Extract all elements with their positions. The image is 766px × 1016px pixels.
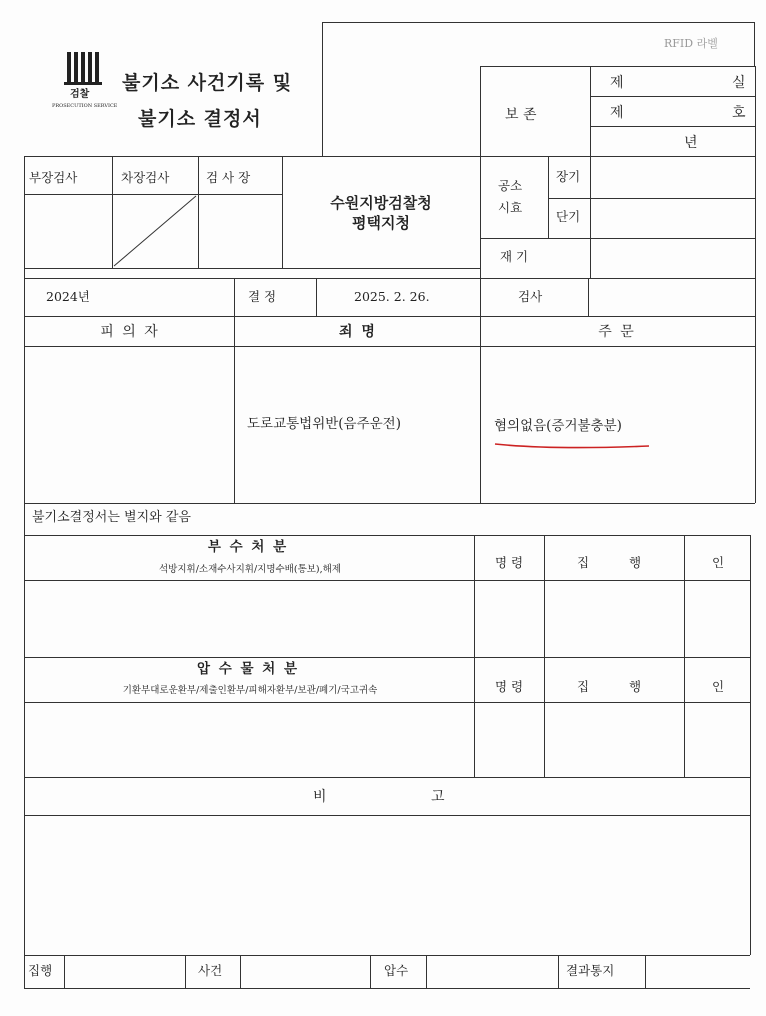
preserve-row2-prefix: 제 [610, 105, 624, 121]
line-988 [24, 988, 750, 989]
office-line1: 수원지방검찰청 [330, 194, 432, 212]
footer-div6 [558, 955, 559, 988]
document-title-line1: 불기소 사건기록 및 [122, 72, 293, 94]
suspect-header: 피 의 자 [100, 324, 160, 340]
logo-text: 검찰 [70, 89, 90, 100]
approval-div3 [282, 156, 283, 268]
line-268 [24, 268, 480, 269]
charge-header: 죄 명 [339, 324, 377, 340]
deputy-chief-label: 부장검사 [29, 170, 78, 185]
decision-div4 [588, 278, 589, 316]
prescription-long: 장기 [556, 169, 581, 184]
rfid-box-top [322, 22, 754, 23]
disposition-subtitle: 석방지휘/소재수사지휘/지명수배(통보),해제 [158, 564, 342, 575]
vice-chief-slash [112, 194, 198, 268]
order-value: 혐의없음(증거불충분) [494, 418, 622, 434]
right-border-lower [750, 535, 751, 955]
right-border-upper [755, 66, 756, 503]
line-278 [24, 278, 755, 279]
line-955 [24, 955, 750, 956]
seized-subtitle: 기환부대로운환부/제출인환부/피해자환부/보관/폐기/국고귀속 [122, 685, 378, 696]
line-702 [24, 702, 750, 703]
decision-div3 [480, 278, 481, 503]
preserve-row2-suffix: 호 [732, 105, 746, 121]
note-same: 불기소결정서는 별지와 같음 [32, 510, 191, 525]
disposition-order-label: 명 령 [494, 555, 524, 570]
prescription-mid [548, 198, 755, 199]
prosecutor-label: 검사 [518, 289, 543, 304]
preserve-label: 보 존 [505, 107, 537, 123]
line-156 [24, 156, 755, 157]
line-580 [24, 580, 750, 581]
preserve-divider [590, 66, 591, 156]
preserve-row1-prefix: 제 [610, 75, 624, 91]
preserve-row3-suffix: 년 [684, 135, 698, 151]
order-header: 주 문 [598, 324, 636, 340]
line-316 [24, 316, 755, 317]
line-657 [24, 657, 750, 658]
footer-execution: 집행 [28, 963, 53, 978]
preserve-row1-suffix: 실 [732, 75, 746, 91]
logo-subtext: PROSECUTION SERVICE [52, 103, 118, 109]
left-border [24, 156, 25, 988]
footer-result-notice: 결과통지 [566, 963, 615, 978]
disposition-div2 [544, 535, 545, 777]
seized-person-label: 인 [712, 679, 725, 694]
disposition-exec-label: 집 행 [577, 555, 642, 570]
seized-exec-label: 집 행 [577, 679, 642, 694]
disposition-person-label: 인 [712, 555, 725, 570]
prescription-bottom [480, 238, 755, 239]
line-777 [24, 777, 750, 778]
prescription-label-1: 공소 [498, 178, 523, 193]
line-535 [24, 535, 750, 536]
approval-div2 [198, 156, 199, 268]
column-div1 [234, 316, 235, 503]
rfid-label: RFID 라벨 [664, 37, 718, 50]
decision-date: 2025. 2. 26. [354, 289, 430, 304]
line-503 [24, 503, 755, 504]
decision-div2 [316, 278, 317, 316]
footer-div3 [240, 955, 241, 988]
year-label: 2024년 [46, 289, 90, 304]
prescription-label-2: 시효 [498, 200, 523, 215]
preserve-row1 [590, 96, 755, 97]
prescription-short: 단기 [556, 209, 581, 224]
footer-case: 사건 [198, 963, 223, 978]
remarks-label: 비 고 [313, 789, 445, 805]
chief-label: 검 사 장 [206, 170, 251, 185]
disposition-div3 [684, 535, 685, 777]
seized-title: 압 수 물 처 분 [196, 661, 300, 677]
footer-div1 [64, 955, 65, 988]
disposition-title: 부 수 처 분 [207, 539, 289, 555]
footer-div5 [426, 955, 427, 988]
rfid-box-right [754, 22, 755, 66]
prescription-div1 [548, 156, 549, 238]
decision-div1 [234, 278, 235, 316]
charge-value: 도로교통법위반(음주운전) [247, 416, 401, 432]
office-line2: 평택지청 [352, 214, 410, 232]
order-handwritten-underline [493, 441, 651, 451]
prescription-div2 [590, 156, 591, 278]
footer-div7 [645, 955, 646, 988]
document-title-line2: 불기소 결정서 [138, 108, 262, 130]
vice-chief-label: 차장검사 [121, 170, 170, 185]
decision-label: 결 정 [248, 289, 277, 304]
right-block-left [480, 66, 481, 278]
preserve-top [480, 66, 756, 67]
footer-seizure: 압수 [384, 963, 409, 978]
rfid-box-left [322, 22, 323, 156]
disposition-div1 [474, 535, 475, 777]
line-346 [24, 346, 755, 347]
footer-div4 [370, 955, 371, 988]
restart-label: 재 기 [500, 249, 529, 264]
footer-div2 [185, 955, 186, 988]
preserve-row2 [590, 126, 755, 127]
seized-order-label: 명 령 [494, 679, 524, 694]
line-815 [24, 815, 750, 816]
